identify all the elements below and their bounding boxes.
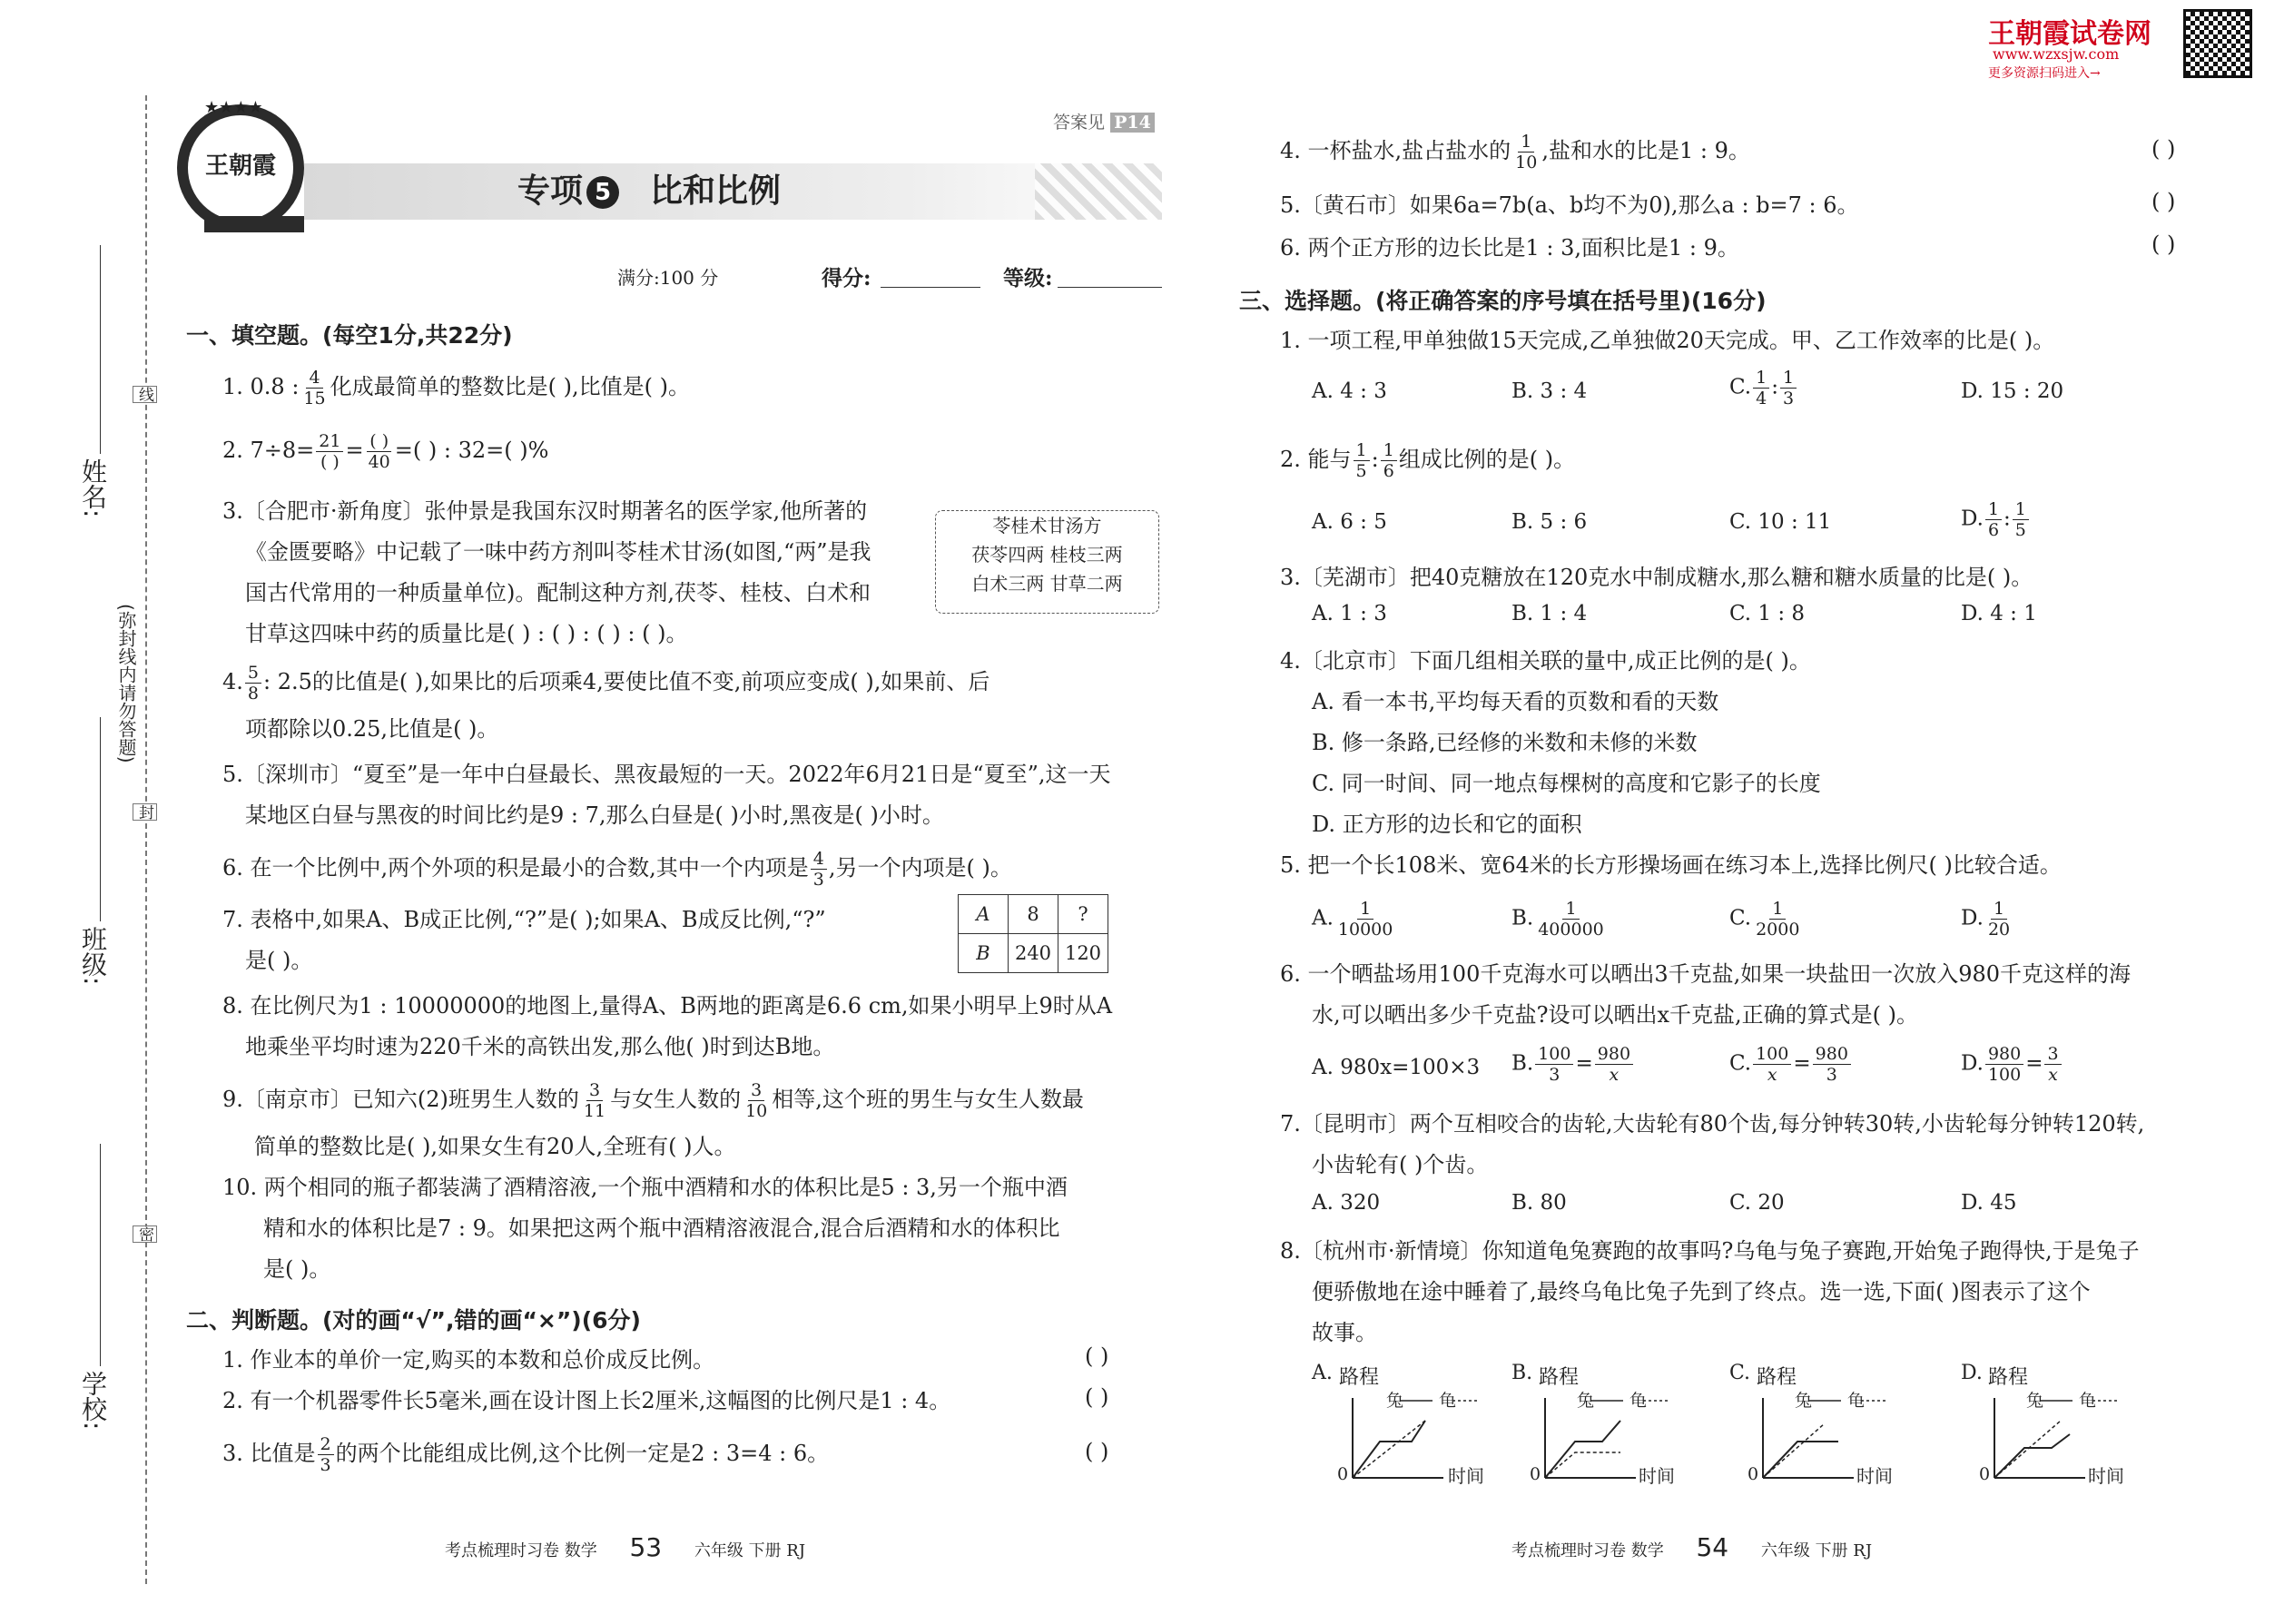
footer-right-page: 54 xyxy=(1696,1532,1729,1562)
q1-text-b: 化成最简单的整数比是( ),比值是( )。 xyxy=(330,374,690,399)
c6-b-fraction-2: $\frac{980}{x}$ xyxy=(1595,1044,1633,1085)
logo-ribbon xyxy=(204,216,304,232)
footer-left xyxy=(445,1532,805,1562)
graph-c-xlabel: 时间 xyxy=(1856,1465,1893,1487)
graph-a-origin: 0 xyxy=(1337,1464,1349,1484)
c5-option-a[interactable] xyxy=(1312,899,1397,940)
choice-5: 5. 把一个长108米、宽64米的长方形操场画在练习本上,选择比例尺( )比较合适。 xyxy=(1280,852,2062,878)
graph-c-ylabel: 路程 xyxy=(1757,1366,1797,1389)
q9-fraction-2: $\frac{3}{10}$ xyxy=(745,1080,768,1121)
j3-fraction: $\frac{2}{3}$ xyxy=(318,1434,334,1475)
c8-graph-c[interactable] xyxy=(1729,1362,1920,1489)
brand-url: www.wzxsjw.com xyxy=(1993,45,2120,63)
recipe-title: 苓桂术甘汤方 xyxy=(992,515,1102,536)
c2-option-d[interactable] xyxy=(1961,499,2031,540)
footer-right xyxy=(1511,1532,1872,1562)
graph-d-origin: 0 xyxy=(1979,1464,1991,1484)
c4-option-a[interactable]: A. 看一本书,平均每天看的页数和看的天数 xyxy=(1312,689,1719,714)
question-9 xyxy=(222,1080,1084,1121)
c1-c-prefix: C. xyxy=(1729,375,1752,399)
judge-2-answer[interactable]: ( ) xyxy=(1085,1384,1109,1410)
c5-option-d[interactable] xyxy=(1961,899,2014,940)
graph-b-ylabel: 路程 xyxy=(1539,1366,1580,1389)
c8-graph-b[interactable] xyxy=(1511,1362,1702,1489)
choice-8-line-3: 故事。 xyxy=(1312,1320,1377,1345)
footer-right-grade: 六年级 下册 RJ xyxy=(1760,1541,1873,1560)
question-10-line-2: 精和水的体积比是7 : 9。如果把这两个瓶中酒精溶液混合,混合后酒精和水的体积比 xyxy=(263,1216,1060,1241)
q9-fraction-1: $\frac{3}{11}$ xyxy=(583,1080,606,1121)
q6-text-b: ,另一个内项是( )。 xyxy=(828,855,1012,881)
graph-d-plot xyxy=(1961,1362,2151,1489)
q4-fraction: $\frac{5}{8}$ xyxy=(245,663,261,704)
judge-6-answer[interactable]: ( ) xyxy=(2151,231,2176,257)
answer-ref-label: 答案见 xyxy=(1053,113,1106,133)
choice-6-line-1: 6. 一个晒盐场用100千克海水可以晒出3千克盐,如果一块盐田一次放入980千克这样的海 xyxy=(1280,961,2132,987)
c5-option-b[interactable] xyxy=(1511,899,1609,940)
title-number: 5 xyxy=(586,176,619,209)
score-label: 得分: xyxy=(822,266,871,290)
name-label: 姓名: xyxy=(78,458,108,518)
c7-option-d[interactable]: D. 45 xyxy=(1961,1191,2017,1215)
section-2-heading: 二、判断题。(对的画“√”,错的画“×”)(6分) xyxy=(186,1307,641,1334)
c5-d-prefix: D. xyxy=(1961,906,1984,930)
c8-graph-d[interactable] xyxy=(1961,1362,2151,1489)
c2-d-fraction-2: $\frac{1}{5}$ xyxy=(2013,499,2029,540)
c2-option-c[interactable]: C. 10 : 11 xyxy=(1729,510,1832,534)
page-title xyxy=(517,165,781,212)
seal-notice: (弥封线内请勿答题) xyxy=(115,604,137,763)
j3-text-a: 3. 比值是 xyxy=(222,1441,316,1466)
brand-logo: 王朝霞试卷网 xyxy=(1988,18,2151,50)
brand-sub: 更多资源扫码进入→ xyxy=(1988,66,2101,81)
graph-c-plot xyxy=(1729,1362,1920,1489)
choice-1: 1. 一项工程,甲单独做15天完成,乙单独做20天完成。甲、乙工作效率的比是( )。 xyxy=(1280,328,2055,353)
recipe-line-1: 茯苓四两 桂枝三两 xyxy=(971,544,1123,566)
q7-cell: 120 xyxy=(1058,934,1108,973)
c3-option-c[interactable]: C. 1 : 8 xyxy=(1729,602,1806,625)
q1-fraction: $\frac{4}{15}$ xyxy=(303,368,326,408)
graph-d-xlabel: 时间 xyxy=(2088,1465,2124,1487)
c6-c-fraction-1: $\frac{100}{x}$ xyxy=(1753,1044,1791,1085)
c2-d-fraction-1: $\frac{1}{6}$ xyxy=(1985,499,2002,540)
choice-8-line-2: 便骄傲地在途中睡着了,最终乌龟比兔子先到了终点。选一选,下面( )图表示了这个 xyxy=(1312,1279,2091,1304)
c6-b-fraction-1: $\frac{100}{3}$ xyxy=(1535,1044,1573,1085)
footer-left-series: 考点梳理时习卷 数学 xyxy=(445,1541,597,1560)
judge-4 xyxy=(1280,132,1750,172)
c2-option-b[interactable]: B. 5 : 6 xyxy=(1511,510,1588,534)
seal-line xyxy=(145,95,147,1584)
q7-table-row xyxy=(959,934,1108,973)
c7-option-c[interactable]: C. 20 xyxy=(1729,1191,1785,1215)
question-1 xyxy=(222,368,690,408)
q2-fraction-1: $\frac{21}{( )}$ xyxy=(316,431,343,472)
name-line xyxy=(100,245,101,454)
seal-char-xian: 线 xyxy=(133,386,157,403)
q2-text-a: 2. 7÷8= xyxy=(222,438,315,463)
question-7-line-2: 是( )。 xyxy=(245,948,313,973)
c6-c-equals: = xyxy=(1793,1051,1811,1076)
c6-d-equals: = xyxy=(2025,1051,2043,1076)
c2-d-colon: : xyxy=(2004,507,2011,531)
c3-option-a[interactable]: A. 1 : 3 xyxy=(1312,602,1387,625)
title-banner-checker xyxy=(1035,163,1162,220)
question-6 xyxy=(222,849,1012,890)
q6-text-a: 6. 在一个比例中,两个外项的积是最小的合数,其中一个内项是 xyxy=(222,855,809,881)
q1-text-a: 1. 0.8 : xyxy=(222,374,300,399)
class-label: 班级: xyxy=(78,926,108,986)
score-line xyxy=(881,287,980,288)
q2-fraction-2: $\frac{( )}{40}$ xyxy=(368,431,390,472)
graph-b-xlabel: 时间 xyxy=(1639,1465,1675,1487)
c1-option-a[interactable]: A. 4 : 3 xyxy=(1312,379,1387,403)
c5-c-prefix: C. xyxy=(1729,906,1752,930)
q9-text-c: 相等,这个班的男生与女生人数最 xyxy=(772,1087,1084,1112)
c1-option-d[interactable]: D. 15 : 20 xyxy=(1961,379,2064,403)
q7-cell: ? xyxy=(1058,895,1108,934)
c6-d-fraction-2: $\frac{3}{x}$ xyxy=(2044,1044,2061,1085)
judge-5-answer[interactable]: ( ) xyxy=(2151,189,2176,214)
q2-equals: = xyxy=(345,438,364,463)
j4-fraction: $\frac{1}{10}$ xyxy=(1515,132,1538,172)
choice-2 xyxy=(1280,440,1575,481)
graph-a-label: A. xyxy=(1312,1362,1333,1384)
school-label: 学校: xyxy=(78,1371,108,1431)
c6-c-fraction-2: $\frac{980}{3}$ xyxy=(1813,1044,1851,1085)
c1-c-colon: : xyxy=(1771,375,1778,399)
graph-a-rabbit: 兔 xyxy=(1386,1391,1404,1411)
q4-text-a: 4. xyxy=(222,669,243,694)
q7-table-row xyxy=(959,895,1108,934)
question-4 xyxy=(222,663,989,704)
q4-text-b: : 2.5的比值是( ),如果比的后项乘4,要使比值不变,前项应变成( ),如果前、后 xyxy=(263,669,990,694)
graph-c-turtle: 龟 xyxy=(1847,1391,1866,1411)
score-full: 满分:100 分 xyxy=(617,267,719,289)
q6-fraction: $\frac{4}{3}$ xyxy=(811,849,827,890)
seal-char-feng: 封 xyxy=(133,803,157,821)
graph-d-label: D. xyxy=(1961,1362,1983,1384)
section-1-heading: 一、填空题。(每空1分,共22分) xyxy=(186,322,513,349)
graph-a-plot xyxy=(1312,1362,1502,1489)
c6-d-fraction-1: $\frac{980}{100}$ xyxy=(1985,1044,2023,1085)
choice-6-line-2: 水,可以晒出多少千克盐?设可以晒出x千克盐,正确的算式是( )。 xyxy=(1312,1002,1919,1028)
footer-left-page: 53 xyxy=(629,1532,663,1562)
logo-text: 王朝霞 xyxy=(204,153,276,180)
section-3-heading: 三、选择题。(将正确答案的序号填在括号里)(16分) xyxy=(1239,288,1767,314)
graph-b-turtle: 龟 xyxy=(1629,1391,1648,1411)
judge-3 xyxy=(222,1434,829,1475)
title-prefix: 专项 xyxy=(517,172,584,210)
q7-table xyxy=(958,894,1108,973)
question-9-line-2: 简单的整数比是( ),如果女生有20人,全班有( )人。 xyxy=(254,1134,736,1159)
judge-1: 1. 作业本的单价一定,购买的本数和总价成反比例。 xyxy=(222,1347,715,1373)
c4-option-d[interactable]: D. 正方形的边长和它的面积 xyxy=(1312,812,1582,837)
c6-b-prefix: B. xyxy=(1511,1051,1534,1076)
choice-4: 4.〔北京市〕下面几组相关联的量中,成正比例的是( )。 xyxy=(1280,648,1811,674)
graph-c-origin: 0 xyxy=(1748,1464,1759,1484)
c6-option-c[interactable] xyxy=(1729,1044,1853,1085)
logo-stars: ★★★★ xyxy=(204,98,263,117)
graph-b-label: B. xyxy=(1511,1362,1533,1384)
footer-left-grade: 六年级 下册 RJ xyxy=(694,1541,806,1560)
c2-option-a[interactable]: A. 6 : 5 xyxy=(1312,510,1387,534)
c6-c-prefix: C. xyxy=(1729,1051,1752,1076)
question-4-line-2: 项都除以0.25,比值是( )。 xyxy=(245,716,499,742)
graph-b-plot xyxy=(1511,1362,1702,1489)
qr-code-icon[interactable] xyxy=(2183,9,2252,78)
c5-a-fraction: $\frac{1}{10000}$ xyxy=(1337,899,1393,940)
c6-option-a[interactable]: A. 980x=100×3 xyxy=(1312,1056,1481,1079)
q7-cell: B xyxy=(959,934,1009,973)
j3-text-b: 的两个比能组成比例,这个比例一定是2 : 3=4 : 6。 xyxy=(335,1441,830,1466)
question-5-line-2: 某地区白昼与黑夜的时间比约是9 : 7,那么白昼是( )小时,黑夜是( )小时。 xyxy=(245,802,944,828)
recipe-line-2: 白术三两 甘草二两 xyxy=(971,573,1123,595)
c2-text-b: 组成比例的是( )。 xyxy=(1398,447,1576,472)
c5-a-prefix: A. xyxy=(1312,906,1334,930)
question-8-line-2: 地乘坐平均时速为220千米的高铁出发,那么他( )时到达B地。 xyxy=(245,1034,835,1059)
c5-c-fraction: $\frac{1}{2000}$ xyxy=(1756,899,1800,940)
c1-option-b[interactable]: B. 3 : 4 xyxy=(1511,379,1588,403)
school-line xyxy=(100,1144,101,1366)
judge-1-answer[interactable]: ( ) xyxy=(1085,1343,1109,1369)
q9-text-b: 与女生人数的 xyxy=(610,1087,742,1112)
question-3-line-1: 3.〔合肥市·新角度〕张仲景是我国东汉时期著名的医学家,他所著的 xyxy=(222,498,868,524)
c8-graph-a[interactable] xyxy=(1312,1362,1502,1489)
c1-c-fraction-2: $\frac{1}{3}$ xyxy=(1780,368,1797,408)
judge-6: 6. 两个正方形的边长比是1 : 3,面积比是1 : 9。 xyxy=(1280,235,1739,261)
grade-line xyxy=(1058,287,1162,288)
question-10-line-3: 是( )。 xyxy=(263,1256,331,1282)
judge-2: 2. 有一个机器零件长5毫米,画在设计图上长2厘米,这幅图的比例尺是1 : 4。 xyxy=(222,1388,951,1413)
q9-text-a: 9.〔南京市〕已知六(2)班男生人数的 xyxy=(222,1087,579,1112)
recipe-box xyxy=(935,510,1159,614)
grade-label: 等级: xyxy=(1003,266,1053,290)
choice-7-line-2: 小齿轮有( )个齿。 xyxy=(1312,1152,1489,1177)
c4-option-c[interactable]: C. 同一时间、同一地点每棵树的高度和它影子的长度 xyxy=(1312,771,1821,796)
c5-d-fraction: $\frac{1}{20}$ xyxy=(1987,899,2011,940)
c5-option-c[interactable] xyxy=(1729,899,1804,940)
choice-3: 3.〔芜湖市〕把40克糖放在120克水中制成糖水,那么糖和糖水质量的比是( )。 xyxy=(1280,565,2033,590)
choice-8-line-1: 8.〔杭州市·新情境〕你知道龟兔赛跑的故事吗?乌龟与兔子赛跑,开始兔子跑得快,于是兔子 xyxy=(1280,1238,2140,1264)
q2-text-b: =( ) : 32=( )% xyxy=(394,438,549,463)
question-3-line-3: 国古代常用的一种质量单位)。配制这种方剂,茯苓、桂枝、白术和 xyxy=(245,580,871,605)
c1-option-c[interactable] xyxy=(1729,368,1798,408)
c2-colon: : xyxy=(1371,447,1379,472)
question-2 xyxy=(222,431,548,472)
j4-text-a: 4. 一杯盐水,盐占盐水的 xyxy=(1280,138,1511,163)
c1-c-fraction-1: $\frac{1}{4}$ xyxy=(1753,368,1769,408)
title-text: 比和比例 xyxy=(650,172,782,210)
graph-d-turtle: 龟 xyxy=(2079,1391,2097,1411)
judge-3-answer[interactable]: ( ) xyxy=(1085,1439,1109,1464)
c5-b-fraction: $\frac{1}{400000}$ xyxy=(1538,899,1604,940)
q7-cell: 240 xyxy=(1009,934,1058,973)
seal-char-mi: 密 xyxy=(133,1225,157,1243)
graph-d-ylabel: 路程 xyxy=(1988,1366,2029,1389)
graph-a-turtle: 龟 xyxy=(1439,1391,1457,1411)
judge-5: 5.〔黄石市〕如果6a=7b(a、b均不为0),那么a : b=7 : 6。 xyxy=(1280,192,1859,218)
question-7-line-1: 7. 表格中,如果A、B成正比例,“?”是( );如果A、B成反比例,“?” xyxy=(222,907,826,932)
c5-b-prefix: B. xyxy=(1511,906,1534,930)
c6-b-equals: = xyxy=(1575,1051,1593,1076)
judge-4-answer[interactable]: ( ) xyxy=(2151,136,2176,162)
c2-fraction-2: $\frac{1}{6}$ xyxy=(1381,440,1397,481)
c3-option-d[interactable]: D. 4 : 1 xyxy=(1961,602,2037,625)
graph-c-rabbit: 兔 xyxy=(1795,1391,1813,1411)
c7-option-b[interactable]: B. 80 xyxy=(1511,1191,1567,1215)
footer-right-series: 考点梳理时习卷 数学 xyxy=(1511,1541,1664,1560)
c4-option-b[interactable]: B. 修一条路,已经修的米数和未修的米数 xyxy=(1312,730,1698,755)
c7-option-a[interactable]: A. 320 xyxy=(1312,1191,1381,1215)
c2-fraction-1: $\frac{1}{5}$ xyxy=(1354,440,1370,481)
answer-page-badge: P14 xyxy=(1110,113,1155,133)
question-5-line-1: 5.〔深圳市〕“夏至”是一年中白昼最长、黑夜最短的一天。2022年6月21日是“夏至”,这一天 xyxy=(222,762,1111,787)
graph-d-rabbit: 兔 xyxy=(2026,1391,2044,1411)
question-10-line-1: 10. 两个相同的瓶子都装满了酒精溶液,一个瓶中酒精和水的体积比是5 : 3,另一个瓶中酒 xyxy=(222,1175,1068,1200)
q7-cell: A xyxy=(959,895,1009,934)
graph-a-xlabel: 时间 xyxy=(1448,1465,1484,1487)
class-line xyxy=(100,717,101,921)
j4-text-b: ,盐和水的比是1 : 9。 xyxy=(1541,138,1750,163)
c6-d-prefix: D. xyxy=(1961,1051,1984,1076)
c2-text-a: 2. 能与 xyxy=(1280,447,1352,472)
graph-b-rabbit: 兔 xyxy=(1577,1391,1595,1411)
graph-b-origin: 0 xyxy=(1530,1464,1541,1484)
question-3-line-4: 甘草这四味中药的质量比是( ) : ( ) : ( ) : ( )。 xyxy=(245,621,688,646)
question-8-line-1: 8. 在比例尺为1 : 10000000的地图上,量得A、B两地的距离是6.6 cm,如果小明早上9时从A xyxy=(222,993,1113,1019)
c6-option-d[interactable] xyxy=(1961,1044,2063,1085)
graph-a-ylabel: 路程 xyxy=(1339,1366,1380,1389)
answer-ref xyxy=(1053,109,1155,133)
c2-d-prefix: D. xyxy=(1961,507,1984,531)
question-3-line-2: 《金匮要略》中记载了一味中药方剂叫苓桂术甘汤(如图,“两”是我 xyxy=(245,539,871,565)
q7-cell: 8 xyxy=(1009,895,1058,934)
c6-option-b[interactable] xyxy=(1511,1044,1635,1085)
choice-7-line-1: 7.〔昆明市〕两个互相咬合的齿轮,大齿轮有80个齿,每分钟转30转,小齿轮每分钟转120转, xyxy=(1280,1111,2145,1137)
graph-c-label: C. xyxy=(1729,1362,1751,1384)
c3-option-b[interactable]: B. 1 : 4 xyxy=(1511,602,1588,625)
